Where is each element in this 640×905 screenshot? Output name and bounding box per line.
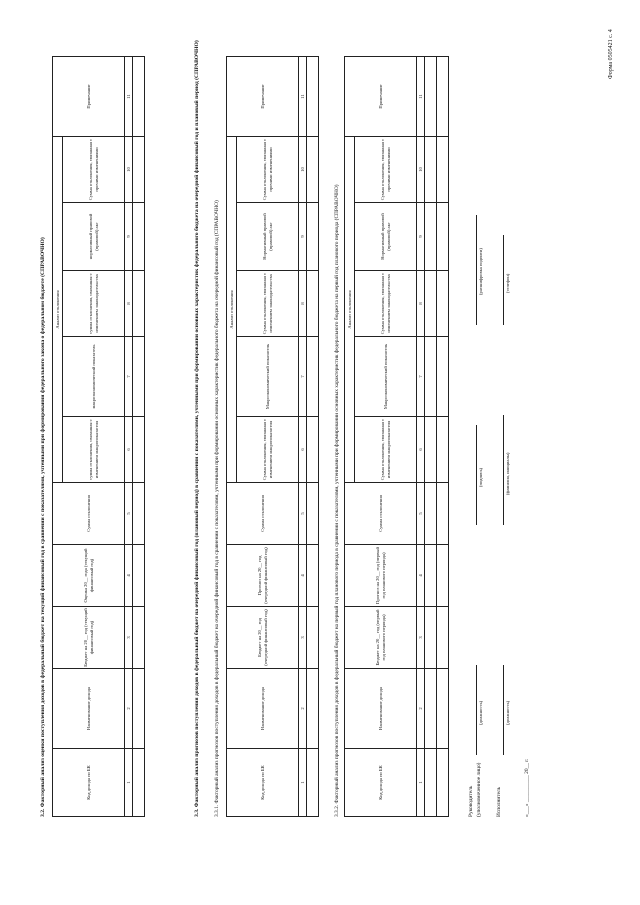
header-budget: Бюджет на 20__ год (очередной финансовый год) xyxy=(227,607,299,669)
header-macro-indicator: Макроэкономический показатель xyxy=(355,337,417,417)
phone-line xyxy=(503,235,504,325)
col-number: 9 xyxy=(417,203,425,271)
header-forecast: Прогноз на 20__ год (первый год планового периода) xyxy=(345,545,417,607)
header-law-deviation: Сумма отклонения, связанная с изменением законодательства xyxy=(355,271,417,337)
header-name: Наименование дохода xyxy=(53,669,125,749)
col-number: 4 xyxy=(417,545,425,607)
section-3-2-title: 3.2. Факторный анализ оценки поступления доходов в федеральный бюджет на текущий финансовый год в сравнении с показателями, учтенными при формировании федерального закона о федеральном бюджете (СПРАВОЧНО) xyxy=(40,237,46,817)
date-line: «___» __________ 20__ г. xyxy=(524,758,530,817)
header-legal-act: Нормативный правовой (правовой) акт xyxy=(237,203,299,271)
header-deviation: Сумма отклонения xyxy=(345,483,417,545)
decode-line xyxy=(476,215,477,325)
col-number: 11 xyxy=(125,57,133,137)
header-macro-indicator: макроэкономический показатель xyxy=(63,337,125,417)
table-row xyxy=(437,57,449,817)
section-3-3-2-title: 3.3.2. Факторный анализ прогнозов поступления доходов в федеральный бюджет на первый год планового периода в сравнении с показателями, учтенными при формировании основных характеристик федерального бюджета на первый год планового периода (СПРАВОЧНО) xyxy=(334,184,340,817)
exec-position-caption: (должность) xyxy=(505,700,510,725)
form-label: Форма 0505421 с. 4 xyxy=(608,29,614,79)
col-number: 2 xyxy=(299,669,307,749)
col-number: 2 xyxy=(417,669,425,749)
header-estimate: Оценка 20__ года (текущий финансовый год) xyxy=(53,545,125,607)
col-number: 1 xyxy=(299,749,307,817)
header-other-deviation: Сумма отклонения, связанная с прочими изменениями xyxy=(63,137,125,203)
col-number: 2 xyxy=(125,669,133,749)
col-number: 10 xyxy=(125,137,133,203)
col-number: 3 xyxy=(299,607,307,669)
executor-label: Исполнитель xyxy=(496,786,502,817)
header-code: Код дохода по БК xyxy=(227,749,299,817)
header-macro-deviation: Сумма отклонения, связанная с изменением макропоказателя xyxy=(355,417,417,483)
col-number: 7 xyxy=(125,337,133,417)
header-macro-deviation: сумма отклонения, связанная с изменением макропоказателя xyxy=(63,417,125,483)
table-row xyxy=(425,57,437,817)
col-number: 5 xyxy=(299,483,307,545)
col-number: 7 xyxy=(417,337,425,417)
exec-position-line xyxy=(503,665,504,755)
head-label-2: (уполномоченное лицо) xyxy=(476,762,482,817)
table-3-2 xyxy=(52,56,145,817)
header-other-deviation: Сумма отклонения, связанная с прочими изменениями xyxy=(237,137,299,203)
header-law-deviation: сумма отклонения, связанная с изменением законодательства xyxy=(63,271,125,337)
position-caption: (должность) xyxy=(478,700,483,725)
col-number: 8 xyxy=(125,271,133,337)
header-name: Наименование дохода xyxy=(227,669,299,749)
col-number: 5 xyxy=(417,483,425,545)
col-number: 8 xyxy=(417,271,425,337)
col-number: 4 xyxy=(125,545,133,607)
col-number: 11 xyxy=(417,57,425,137)
col-number: 8 xyxy=(299,271,307,337)
header-deviation: Сумма отклонения xyxy=(53,483,125,545)
header-analysis: Анализ отклонения xyxy=(53,137,63,483)
col-number: 7 xyxy=(299,337,307,417)
col-number: 10 xyxy=(417,137,425,203)
header-deviation: Сумма отклонения xyxy=(227,483,299,545)
head-label: Руководитель xyxy=(468,785,474,817)
header-analysis: Анализ отклонения xyxy=(345,137,355,483)
table-row xyxy=(307,57,319,817)
header-legal-act: нормативный правовой (правовой) акт xyxy=(63,203,125,271)
col-number: 3 xyxy=(125,607,133,669)
header-note: Примечание xyxy=(53,57,125,137)
col-number: 6 xyxy=(417,417,425,483)
table-row xyxy=(133,57,145,817)
col-number: 6 xyxy=(299,417,307,483)
col-number: 9 xyxy=(299,203,307,271)
col-number: 6 xyxy=(125,417,133,483)
header-legal-act: Нормативный правовой (правовой) акт xyxy=(355,203,417,271)
header-other-deviation: Сумма отклонения, связанная с прочими изменениями xyxy=(355,137,417,203)
signature-line xyxy=(476,425,477,525)
header-budget: Бюджет на 20__ год (текущий финансовый год) xyxy=(53,607,125,669)
fio-line xyxy=(503,415,504,525)
header-forecast: Прогноз на 20__ год (очередной финансовый год) xyxy=(227,545,299,607)
header-budget: Бюджет на 20__ год (первый год планового периода) xyxy=(345,607,417,669)
header-macro-indicator: Макроэкономический показатель xyxy=(237,337,299,417)
decode-caption: (расшифровка подписи) xyxy=(478,248,483,295)
header-code: Код дохода по БК xyxy=(345,749,417,817)
signature-caption: (подпись) xyxy=(478,467,483,487)
col-number: 4 xyxy=(299,545,307,607)
header-law-deviation: Сумма отклонения, связанная с изменением законодательства xyxy=(237,271,299,337)
col-number: 1 xyxy=(417,749,425,817)
header-note: Примечание xyxy=(227,57,299,137)
header-name: Наименование дохода xyxy=(345,669,417,749)
table-3-3-1 xyxy=(226,56,319,817)
section-3-3-title: 3.3. Факторный анализ прогнозов поступления доходов в федеральный бюджет на очередной финансовый год (плановый период) в сравнении с показателями, учтенными при формировании основных характеристик федерального бюджета на очередной финансовый год и плановый период (СПРАВОЧНО) xyxy=(194,40,200,817)
col-number: 5 xyxy=(125,483,133,545)
table-3-3-2 xyxy=(344,56,449,817)
col-number: 10 xyxy=(299,137,307,203)
phone-caption: (телефон) xyxy=(505,273,510,293)
header-code: Код дохода по БК xyxy=(53,749,125,817)
header-analysis: Анализ отклонения xyxy=(227,137,237,483)
position-line xyxy=(476,665,477,755)
fio-caption: (фамилия, инициалы) xyxy=(505,452,510,495)
col-number: 11 xyxy=(299,57,307,137)
col-number: 1 xyxy=(125,749,133,817)
col-number: 3 xyxy=(417,607,425,669)
section-3-3-1-title: 3.3.1. Факторный анализ прогнозов поступления доходов в федеральный бюджет на очередной финансовый год в сравнении с показателями, учтенными при формировании основных характеристик федерального бюджета на очередной финансовый год (СПРАВОЧНО) xyxy=(214,200,220,817)
header-note: Примечание xyxy=(345,57,417,137)
col-number: 9 xyxy=(125,203,133,271)
header-macro-deviation: Сумма отклонения, связанная с изменением макропоказателя xyxy=(237,417,299,483)
